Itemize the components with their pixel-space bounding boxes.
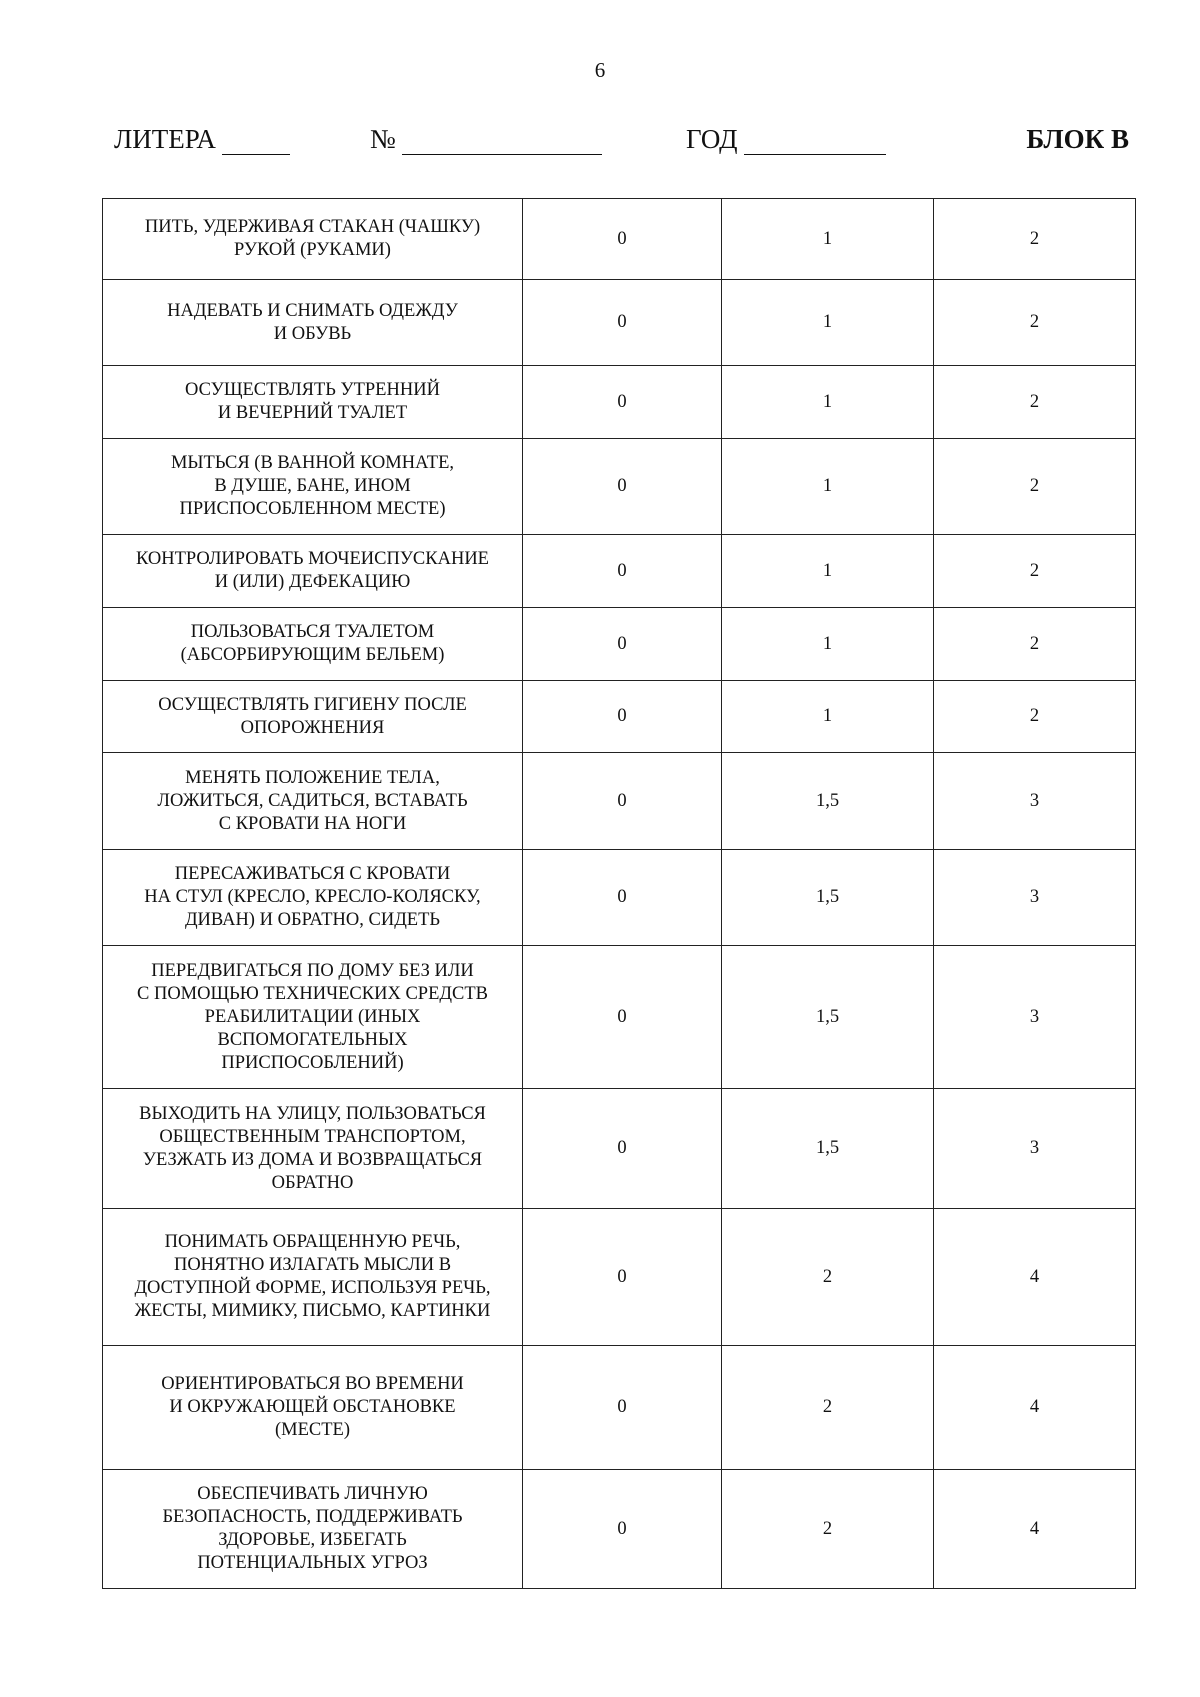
score-cell-1[interactable]: 0 xyxy=(523,535,722,608)
score-cell-2[interactable]: 1 xyxy=(722,439,934,535)
assessment-table-wrap xyxy=(102,198,1136,1589)
score-cell-1[interactable]: 0 xyxy=(523,199,722,280)
assessment-table-body xyxy=(103,199,1136,1589)
activity-cell: ВЫХОДИТЬ НА УЛИЦУ, ПОЛЬЗОВАТЬСЯ ОБЩЕСТВЕННЫМ ТРАНСПОРТОМ, УЕЗЖАТЬ ИЗ ДОМА И ВОЗВРАЩАТЬСЯ ОБРАТНО xyxy=(103,1089,523,1209)
number-field xyxy=(370,124,602,155)
table-row xyxy=(103,1346,1136,1470)
page-number: 6 xyxy=(594,58,606,82)
year-field xyxy=(686,124,886,155)
activity-cell: ОРИЕНТИРОВАТЬСЯ ВО ВРЕМЕНИ И ОКРУЖАЮЩЕЙ ОБСТАНОВКЕ (МЕСТЕ) xyxy=(103,1346,523,1470)
score-cell-1[interactable]: 0 xyxy=(523,439,722,535)
score-cell-1[interactable]: 0 xyxy=(523,1209,722,1346)
score-cell-1[interactable]: 0 xyxy=(523,946,722,1089)
score-cell-2[interactable]: 1 xyxy=(722,280,934,366)
table-row xyxy=(103,439,1136,535)
score-cell-3[interactable]: 4 xyxy=(934,1346,1136,1470)
table-row xyxy=(103,608,1136,681)
table-row xyxy=(103,199,1136,280)
score-cell-3[interactable]: 3 xyxy=(934,1089,1136,1209)
score-cell-1[interactable]: 0 xyxy=(523,1346,722,1470)
number-blank[interactable] xyxy=(402,128,602,155)
score-cell-3[interactable]: 2 xyxy=(934,535,1136,608)
number-label: № xyxy=(370,124,396,154)
score-cell-3[interactable]: 2 xyxy=(934,608,1136,681)
activity-cell: КОНТРОЛИРОВАТЬ МОЧЕИСПУСКАНИЕ И (ИЛИ) ДЕФЕКАЦИЮ xyxy=(103,535,523,608)
score-cell-1[interactable]: 0 xyxy=(523,1470,722,1589)
table-row xyxy=(103,850,1136,946)
score-cell-2[interactable]: 1,5 xyxy=(722,753,934,850)
score-cell-2[interactable]: 1 xyxy=(722,535,934,608)
table-row xyxy=(103,1470,1136,1589)
activity-cell: ПИТЬ, УДЕРЖИВАЯ СТАКАН (ЧАШКУ) РУКОЙ (РУКАМИ) xyxy=(103,199,523,280)
score-cell-1[interactable]: 0 xyxy=(523,366,722,439)
score-cell-3[interactable]: 3 xyxy=(934,753,1136,850)
activity-cell: МЫТЬСЯ (В ВАННОЙ КОМНАТЕ, В ДУШЕ, БАНЕ, ИНОМ ПРИСПОСОБЛЕННОМ МЕСТЕ) xyxy=(103,439,523,535)
score-cell-2[interactable]: 2 xyxy=(722,1209,934,1346)
table-row xyxy=(103,535,1136,608)
score-cell-3[interactable]: 2 xyxy=(934,439,1136,535)
litera-field xyxy=(114,124,290,155)
score-cell-2[interactable]: 1 xyxy=(722,366,934,439)
table-row xyxy=(103,681,1136,753)
score-cell-3[interactable]: 2 xyxy=(934,280,1136,366)
score-cell-3[interactable]: 3 xyxy=(934,946,1136,1089)
assessment-table xyxy=(102,198,1136,1589)
activity-cell: ОБЕСПЕЧИВАТЬ ЛИЧНУЮ БЕЗОПАСНОСТЬ, ПОДДЕРЖИВАТЬ ЗДОРОВЬЕ, ИЗБЕГАТЬ ПОТЕНЦИАЛЬНЫХ УГРОЗ xyxy=(103,1470,523,1589)
activity-cell: ОСУЩЕСТВЛЯТЬ УТРЕННИЙ И ВЕЧЕРНИЙ ТУАЛЕТ xyxy=(103,366,523,439)
score-cell-3[interactable]: 3 xyxy=(934,850,1136,946)
score-cell-1[interactable]: 0 xyxy=(523,850,722,946)
score-cell-2[interactable]: 1,5 xyxy=(722,850,934,946)
year-blank[interactable] xyxy=(744,128,886,155)
score-cell-2[interactable]: 2 xyxy=(722,1346,934,1470)
litera-label: ЛИТЕРА xyxy=(114,124,216,154)
score-cell-1[interactable]: 0 xyxy=(523,280,722,366)
score-cell-3[interactable]: 2 xyxy=(934,681,1136,753)
table-row xyxy=(103,1089,1136,1209)
score-cell-1[interactable]: 0 xyxy=(523,608,722,681)
table-row xyxy=(103,1209,1136,1346)
score-cell-3[interactable]: 4 xyxy=(934,1470,1136,1589)
table-row xyxy=(103,946,1136,1089)
score-cell-2[interactable]: 1 xyxy=(722,199,934,280)
score-cell-3[interactable]: 2 xyxy=(934,199,1136,280)
score-cell-3[interactable]: 4 xyxy=(934,1209,1136,1346)
activity-cell: НАДЕВАТЬ И СНИМАТЬ ОДЕЖДУ И ОБУВЬ xyxy=(103,280,523,366)
litera-blank[interactable] xyxy=(222,128,290,155)
score-cell-2[interactable]: 2 xyxy=(722,1470,934,1589)
score-cell-1[interactable]: 0 xyxy=(523,1089,722,1209)
score-cell-1[interactable]: 0 xyxy=(523,753,722,850)
activity-cell: ПЕРЕДВИГАТЬСЯ ПО ДОМУ БЕЗ ИЛИ С ПОМОЩЬЮ ТЕХНИЧЕСКИХ СРЕДСТВ РЕАБИЛИТАЦИИ (ИНЫХ ВСПОМОГАТЕЛЬНЫХ ПРИСПОСОБЛЕНИЙ) xyxy=(103,946,523,1089)
table-row xyxy=(103,366,1136,439)
activity-cell: МЕНЯТЬ ПОЛОЖЕНИЕ ТЕЛА, ЛОЖИТЬСЯ, САДИТЬСЯ, ВСТАВАТЬ С КРОВАТИ НА НОГИ xyxy=(103,753,523,850)
table-row xyxy=(103,753,1136,850)
activity-cell: ПОНИМАТЬ ОБРАЩЕННУЮ РЕЧЬ, ПОНЯТНО ИЗЛАГАТЬ МЫСЛИ В ДОСТУПНОЙ ФОРМЕ, ИСПОЛЬЗУЯ РЕЧЬ, ЖЕСТЫ, МИМИКУ, ПИСЬМО, КАРТИНКИ xyxy=(103,1209,523,1346)
activity-cell: ПЕРЕСАЖИВАТЬСЯ С КРОВАТИ НА СТУЛ (КРЕСЛО, КРЕСЛО-КОЛЯСКУ, ДИВАН) И ОБРАТНО, СИДЕТЬ xyxy=(103,850,523,946)
table-row xyxy=(103,280,1136,366)
score-cell-2[interactable]: 1 xyxy=(722,681,934,753)
score-cell-2[interactable]: 1,5 xyxy=(722,1089,934,1209)
form-header xyxy=(114,124,1129,164)
activity-cell: ОСУЩЕСТВЛЯТЬ ГИГИЕНУ ПОСЛЕ ОПОРОЖНЕНИЯ xyxy=(103,681,523,753)
score-cell-3[interactable]: 2 xyxy=(934,366,1136,439)
score-cell-2[interactable]: 1 xyxy=(722,608,934,681)
activity-cell: ПОЛЬЗОВАТЬСЯ ТУАЛЕТОМ (АБСОРБИРУЮЩИМ БЕЛЬЕМ) xyxy=(103,608,523,681)
score-cell-2[interactable]: 1,5 xyxy=(722,946,934,1089)
year-label: ГОД xyxy=(686,124,738,154)
score-cell-1[interactable]: 0 xyxy=(523,681,722,753)
block-label: БЛОК В xyxy=(1026,124,1129,154)
